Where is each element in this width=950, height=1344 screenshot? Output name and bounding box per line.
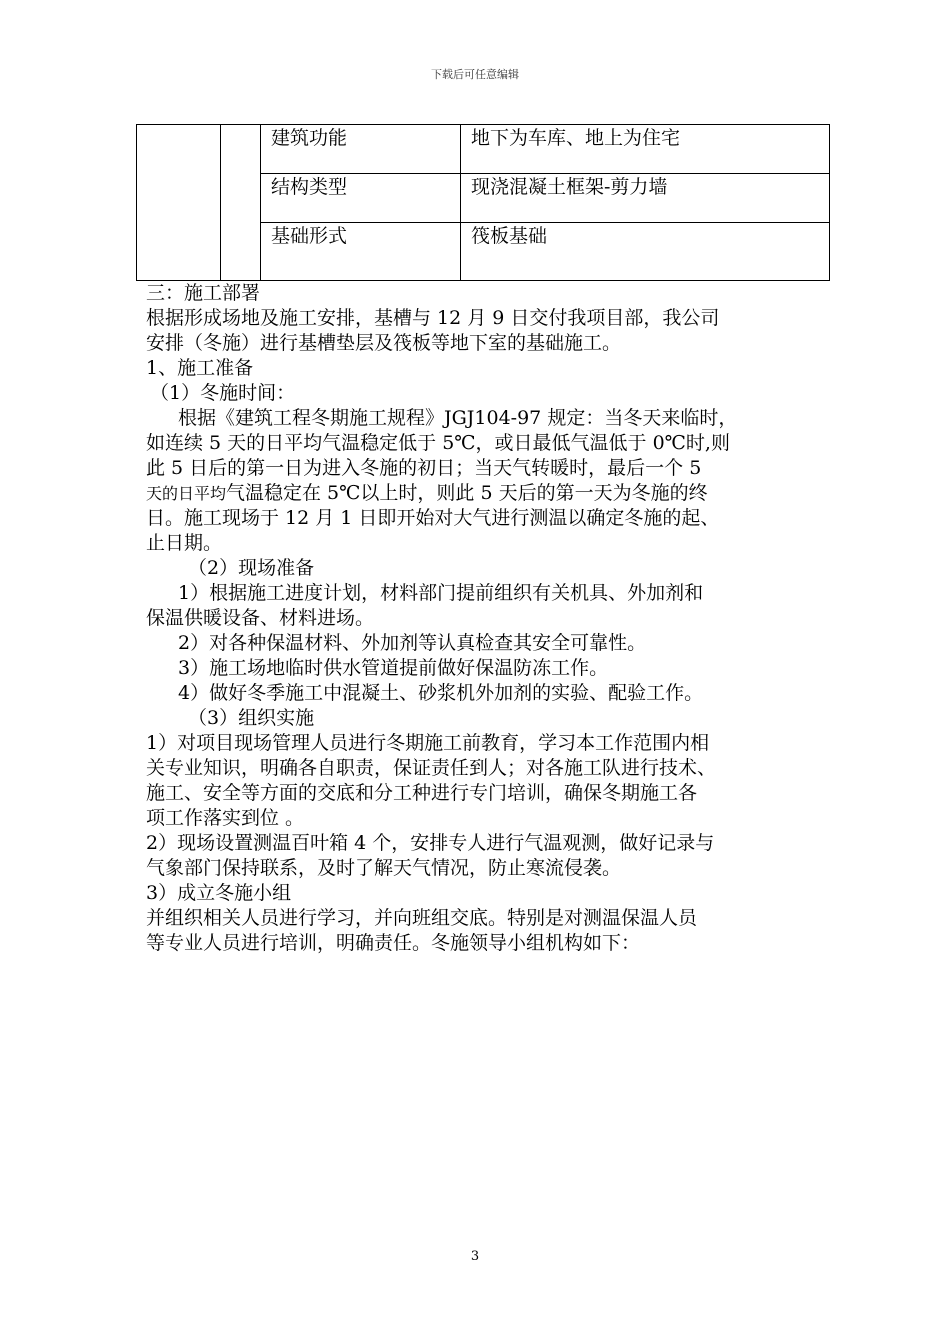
- paragraph-line: 日。施工现场于 12 月 1 日即开始对大气进行测温以确定冬施的起、: [146, 507, 720, 529]
- paragraph-line-rest: 气温稳定在 5℃以上时，则此 5 天后的第一天为冬施的终: [226, 482, 708, 504]
- paragraph-line: 止日期。: [146, 532, 223, 554]
- paragraph-line: 施工、安全等方面的交底和分工种进行专门培训，确保冬期施工各: [146, 782, 698, 804]
- paragraph-line: 3）施工场地临时供水管道提前做好保温防冻工作。: [178, 657, 609, 679]
- table-row: [137, 125, 830, 174]
- paragraph-line: 保温供暖设备、材料进场。: [146, 607, 375, 629]
- paragraph-line: 关专业知识，明确各自职责，保证责任到人；对各施工队进行技术、: [146, 757, 717, 779]
- paragraph-line: 等专业人员进行培训，明确责任。冬施领导小组机构如下：: [146, 932, 641, 954]
- paragraph-line-start: 天的日平均: [146, 484, 227, 503]
- paragraph-line: 4）做好冬季施工中混凝土、砂浆机外加剂的实验、配验工作。: [178, 682, 704, 704]
- paragraph-line: 根据《建筑工程冬期施工规程》JGJ104-97 规定：当冬天来临时，: [178, 407, 738, 429]
- item-heading: （3）组织实施: [188, 707, 315, 729]
- table-value: 地下为车库、地上为住宅: [461, 125, 830, 174]
- paragraph-line: 1）对项目现场管理人员进行冬期施工前教育，学习本工作范围内相: [146, 732, 710, 754]
- paragraph-line: 2）对各种保温材料、外加剂等认真检查其安全可靠性。: [178, 632, 647, 654]
- table-value: 现浇混凝土框架-剪力墙: [461, 174, 830, 223]
- paragraph-line: [146, 481, 826, 506]
- paragraph-line: 1）根据施工进度计划，材料部门提前组织有关机具、外加剂和: [178, 582, 704, 604]
- paragraph-line: 安排（冬施）进行基槽垫层及筏板等地下室的基础施工。: [146, 332, 622, 354]
- subsection-heading: 1、施工准备: [146, 357, 254, 379]
- paragraph-line: 3）成立冬施小组: [146, 882, 292, 904]
- table-cell-empty: [221, 125, 261, 281]
- paragraph-line: 项工作落实到位 。: [146, 807, 305, 829]
- paragraph-line: 气象部门保持联系，及时了解天气情况，防止寒流侵袭。: [146, 857, 622, 879]
- item-heading: （1）冬施时间：: [150, 382, 296, 404]
- item-heading: （2）现场准备: [188, 557, 315, 579]
- table-label: 结构类型: [261, 174, 461, 223]
- project-info-table: [136, 124, 830, 281]
- paragraph-line: 根据形成场地及施工安排，基槽与 12 月 9 日交付我项目部，我公司: [146, 307, 720, 329]
- paragraph-line: 此 5 日后的第一日为进入冬施的初日；当天气转暖时，最后一个 5: [146, 457, 702, 479]
- document-body: [146, 281, 826, 956]
- section-heading: 三：施工部署: [146, 282, 261, 304]
- page-number: 3: [470, 1249, 480, 1264]
- table-label: 建筑功能: [261, 125, 461, 174]
- table-value: 筏板基础: [461, 223, 830, 281]
- paragraph-line: 并组织相关人员进行学习，并向班组交底。特别是对测温保温人员: [146, 907, 698, 929]
- paragraph-line: 2）现场设置测温百叶箱 4 个，安排专人进行气温观测，做好记录与: [146, 832, 715, 854]
- header-note: 下载后可任意编辑: [431, 68, 519, 81]
- table-label: 基础形式: [261, 223, 461, 281]
- paragraph-line: 如连续 5 天的日平均气温稳定低于 5℃，或日最低气温低于 0℃时,则: [146, 432, 730, 454]
- table-cell-empty: [137, 125, 221, 281]
